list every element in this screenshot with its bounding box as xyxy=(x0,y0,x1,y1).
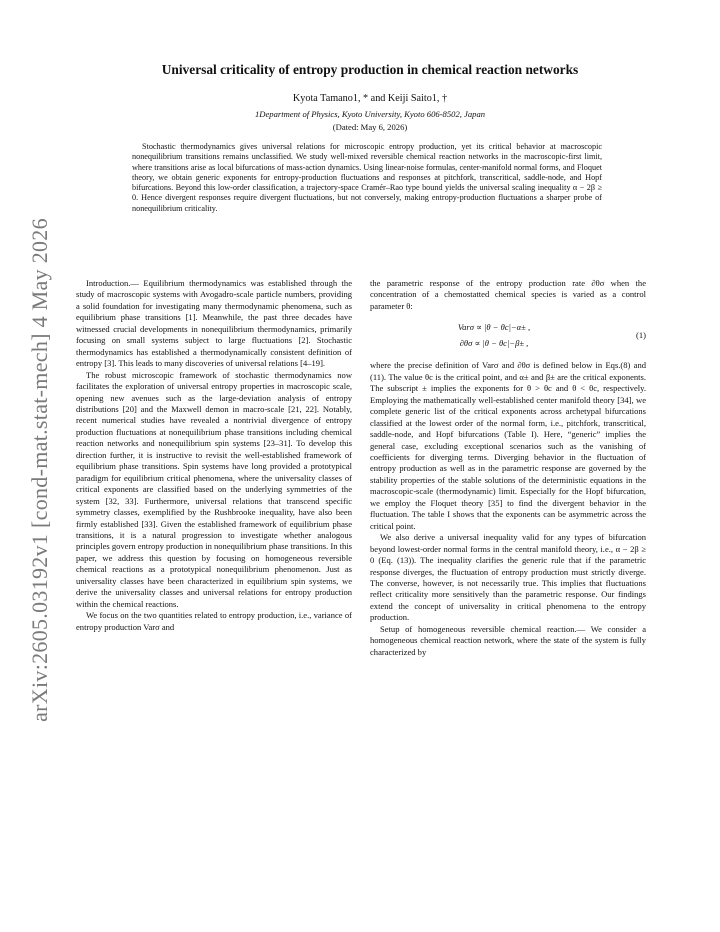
paragraph-universal-inequality: We also derive a universal inequality valid for any types of bifurcation beyond lowest-order normal forms in the central manifold theory, i.e., α − 2β ≥ 0 (Eq. (13)). The inequality clarifies the generic rule that if the parametric response diverges, the fluctuation of entropy production must strictly diverge. The converse, however, is not necessarily true. This implies that fluctuations reflect criticality more sensitively than the parametric response. Our findings extend the concept of universality in critical phenomena to the entropy production. xyxy=(370,532,646,623)
affiliation: 1Department of Physics, Kyoto University, Kyoto 606-8502, Japan xyxy=(254,109,486,119)
date-line: (Dated: May 6, 2026) xyxy=(332,122,408,132)
left-column xyxy=(76,278,352,633)
paragraph-parametric-response: the parametric response of the entropy production rate ∂θσ when the concentration of a chemostatted chemical species is varied as a control parameter θ: xyxy=(370,278,646,311)
arxiv-identifier: arXiv:2605.03192v1 [cond-mat.stat-mech] 4 May 2026 xyxy=(27,218,52,722)
paragraph-focus: We focus on the two quantities related to entropy production, i.e., variance of entropy production Varσ and xyxy=(76,610,352,632)
paragraph-stochastic-framework: The robust microscopic framework of stochastic thermodynamics now facilitates the exploration of universal entropy properties in macroscopic scale, opening new avenues such as the large-deviation analysis of entropy distributions [20] and the Maxwell demon in macro-scale [21, 22]. Notably, recent numerical studies have revealed a nontrivial divergence of entropy production fluctuations at nonequilibrium phase transitions including chemical reaction networks and nonequilibrium spin systems [23–31]. To develop this direction further, it is instructive to revisit the well-established framework of equilibrium phase transitions. Spin systems have long provided a prototypical paradigm for equilibrium critical phenomena, where the universality classes of critical exponents are classified based on the underlying symmetries of the system [32, 33]. Furthermore, universal relations that transcend specific symmetry classes, exemplified by the Rushbrooke inequality, have also been firmly established [33]. Given the established framework of equilibrium phase transitions, it is a natural progression to investigate whether analogous principles govern entropy production in nonequilibrium phase transitions. In this paper, we address this question by focusing on homogeneous reversible chemical reactions as a prototypical nonequilibrium phenomenon. Just as universality classes have been characterized in equilibrium spin systems, we derive the universality classes and universal relations for entropy production within the chemical reactions. xyxy=(76,369,352,609)
equation-1 xyxy=(370,319,646,351)
paragraph-introduction: Introduction.— Equilibrium thermodynamics was established through the study of macroscopic systems with Avogadro-scale particle numbers, providing a solid foundation for investigating many thermodynamic phenomena, such as equilibrium phase transitions [1]. Meanwhile, the past three decades have witnessed crucial developments in nonequilibrium thermodynamics, primarily focusing on small systems subject to large fluctuations [2]. Stochastic thermodynamics has established a thermodynamically consistent definition of entropy [3]. This leads to many discoveries of universal relations [4–19]. xyxy=(76,278,352,369)
paragraph-setup: Setup of homogeneous reversible chemical reaction.— We consider a homogeneous chemical reaction network, where the state of the system is fully characterized by xyxy=(370,623,646,657)
abstract: Stochastic thermodynamics gives universal relations for microscopic entropy production, yet its critical behavior at macroscopic nonequilibrium transitions remains unclassified. We study well-mixed reversible chemical reaction networks in the macroscopic-first limit, where transitions arise as local bifurcations of mass-action dynamics. Using linear-noise formulas, center-manifold normal forms, and Floquet theory, we obtain generic exponents for entropy-production fluctuations and responses at pitchfork, transcritical, saddle-node, and Hopf bifurcations. Beyond this low-order classification, a trajectory-space Cramér–Rao type bound yields the universal scaling inequality α − 2β ≥ 0. Hence divergent responses require divergent fluctuations, but not conversely, making entropy-production fluctuations a sharper probe of nonequilibrium criticality. xyxy=(132,142,602,213)
paragraph-definitions: where the precise definition of Varσ and ∂θσ is defined below in Eqs.(8) and (11). The value θc is the critical point, and α± and β± are the critical exponents. The subscript ± implies the exponents for θ > θc and θ < θc, respectively. Employing the mathematically well-established center manifold theory [34], we complete generic list of the critical exponents across archetypal bifurcations classified at the lowest order of the normal form, i.e., pitchfork, transcritical, saddle-node, and Hopf bifurcations (Table I). Here, “generic” implies the general case, excluding exceptional scenarios such as the vanishing of coefficients for diverging terms. Diverging behavior in the fluctuation of entropy production as well as in the parametric response are governed by the stability properties of the stable solutions of the deterministic equations in the macroscopic-scale (thermodynamic) limit. Especially for the Hopf bifurcation, we employ the Floquet theory [35] to find the divergent behavior in the fluctuation. The table I shows that the exponents can be asymmetric across the critical point. xyxy=(370,360,646,531)
author-list: Kyota Tamano1, * and Keiji Saito1, † xyxy=(292,93,448,104)
right-column xyxy=(370,278,646,658)
arxiv-side-stamp xyxy=(22,220,58,720)
equation-number: (1) xyxy=(636,329,646,340)
equation-variance-scaling: Varσ ∝ |θ − θc|−α± , xyxy=(457,322,531,333)
paper-title: Universal criticality of entropy production in chemical reaction networks xyxy=(161,62,579,77)
equation-response-scaling: ∂θσ ∝ |θ − θc|−β± , xyxy=(459,338,529,349)
